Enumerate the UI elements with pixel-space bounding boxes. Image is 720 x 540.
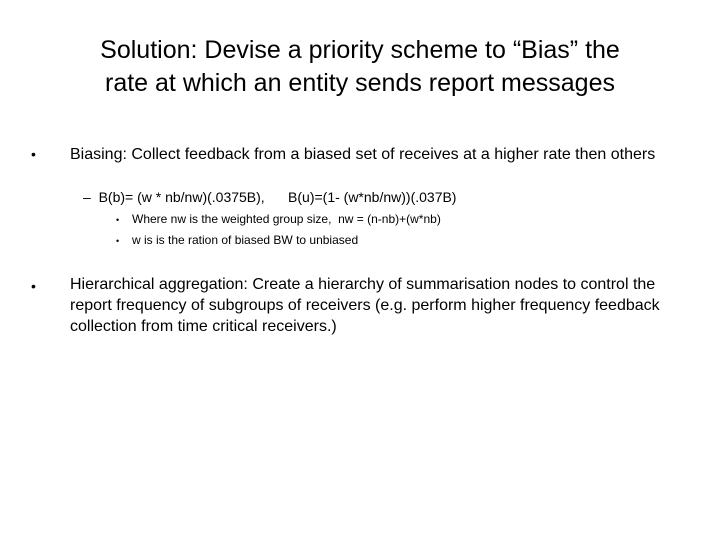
slide-title (20, 34, 700, 100)
title-line-1: Solution: Devise a priority scheme to “Bias” the (100, 36, 620, 64)
sub-bullet-formula-text: B(b)= (w * nb/nw)(.0375B), B(u)=(1- (w*nb/nw))(.037B) (98, 189, 457, 205)
subsub-bullet-w (116, 232, 358, 249)
title-line-2: rate at which an entity sends report messages (105, 69, 615, 97)
bullet-marker: • (31, 278, 36, 294)
subsub-bullet-w-text: w is is the ration of biased BW to unbiased (132, 233, 359, 247)
sub-bullet-marker: – (83, 189, 91, 205)
subsub-bullet-nw (116, 211, 441, 228)
subsub-bullet-marker: • (116, 236, 120, 246)
subsub-bullet-nw-text: Where nw is the weighted group size, nw = (n-nb)+(w*nb) (132, 212, 441, 226)
bullet-marker: • (31, 146, 36, 162)
bullet-biasing-text: Biasing: Collect feedback from a biased set of receives at a higher rate then others (70, 146, 656, 163)
bullet-hierarchical-text: Hierarchical aggregation: Create a hierarchy of summarisation nodes to control the report frequency of subgroups of receivers (e.g. perform higher frequency feedback collection from time critical receivers.) (70, 276, 660, 335)
sub-bullet-formula (83, 188, 456, 206)
subsub-bullet-marker: • (116, 215, 120, 225)
